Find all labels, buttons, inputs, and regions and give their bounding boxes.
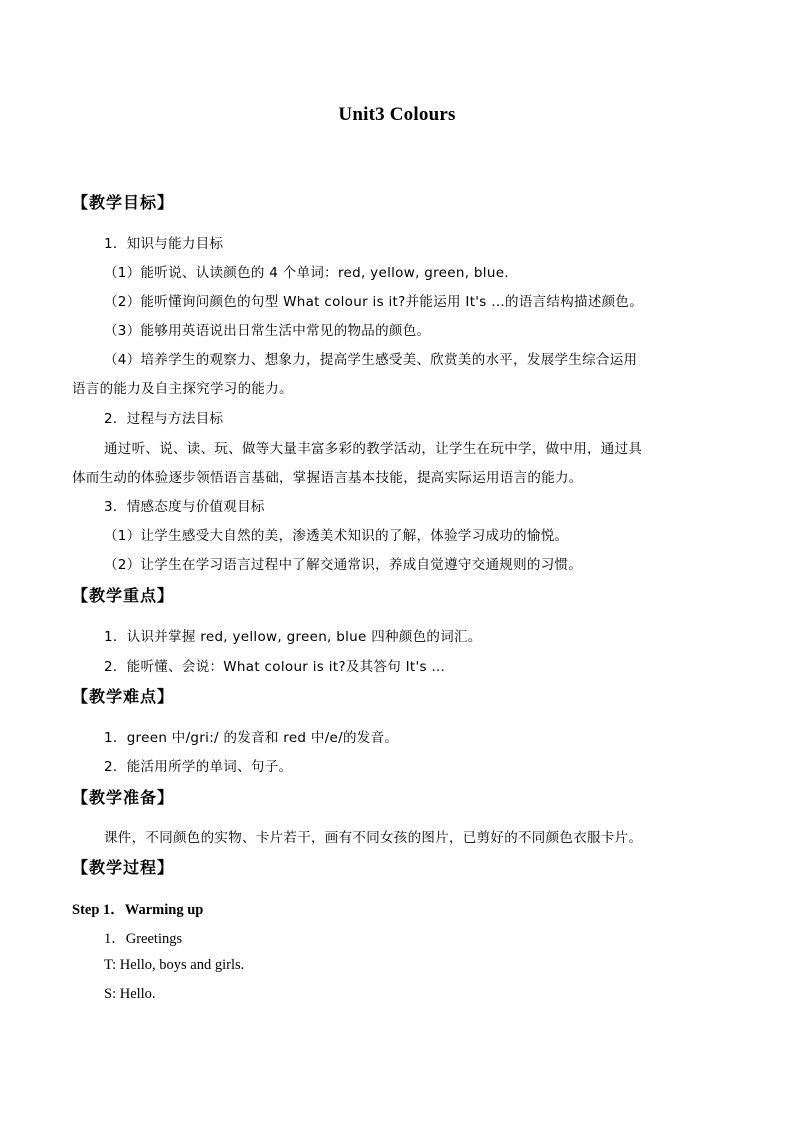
- objective-item-2-text-line2: 体而生动的体验逐步领悟语言基础，掌握语言基本技能，提高实际运用语言的能力。: [72, 470, 583, 486]
- section-heading-difficulties: 【教学难点】: [72, 687, 175, 706]
- objective-item-1-1: （1）能听说、认读颜色的 4 个单词：red, yellow, green, blue.: [104, 265, 509, 281]
- process-step-1: Step 1．Warming up: [72, 902, 204, 918]
- section-heading-key-points: 【教学重点】: [72, 586, 175, 605]
- objective-item-1: 1．知识与能力目标: [104, 236, 224, 252]
- dialogue-teacher-line: T: Hello, boys and girls.: [104, 957, 245, 973]
- difficulty-item-2: 2．能活用所学的单词、句子。: [104, 759, 293, 775]
- section-heading-preparation: 【教学准备】: [72, 788, 175, 807]
- objective-item-3-1: （1）让学生感受大自然的美，渗透美术知识的了解，体验学习成功的愉悦。: [104, 528, 569, 544]
- document-title: Unit3 Colours: [338, 104, 456, 125]
- objective-item-3-2: （2）让学生在学习语言过程中了解交通常识，养成自觉遵守交通规则的习惯。: [104, 557, 583, 573]
- objective-item-1-2: （2）能听懂询问颜色的句型 What colour is it?并能运用 It's …的语言结构描述颜色。: [104, 294, 644, 310]
- section-heading-process: 【教学过程】: [72, 858, 175, 877]
- key-point-item-1: 1．认识并掌握 red, yellow, green, blue 四种颜色的词汇。: [104, 629, 482, 645]
- difficulty-item-1: 1．green 中/gri:/ 的发音和 red 中/e/的发音。: [104, 730, 399, 746]
- key-point-item-2: 2．能听懂、会说：What colour is it?及其答句 It's …: [104, 659, 446, 675]
- objective-item-2: 2．过程与方法目标: [104, 411, 224, 427]
- objective-item-1-4-line2: 语言的能力及自主探究学习的能力。: [72, 381, 293, 397]
- objective-item-2-text-line1: 通过听、说、读、玩、做等大量丰富多彩的教学活动，让学生在玩中学，做中用，通过具: [104, 441, 643, 457]
- section-heading-objectives: 【教学目标】: [72, 193, 175, 212]
- objective-item-1-4-line1: （4）培养学生的观察力、想象力，提高学生感受美、欣赏美的水平，发展学生综合运用: [104, 352, 638, 368]
- process-item-1: 1．Greetings: [104, 931, 183, 947]
- dialogue-student-line: S: Hello.: [104, 986, 156, 1002]
- objective-item-1-3: （3）能够用英语说出日常生活中常见的物品的颜色。: [104, 323, 431, 339]
- preparation-text: 课件，不同颜色的实物、卡片若干，画有不同女孩的图片，已剪好的不同颜色衣服卡片。: [104, 830, 643, 846]
- objective-item-3: 3．情感态度与价值观目标: [104, 499, 265, 515]
